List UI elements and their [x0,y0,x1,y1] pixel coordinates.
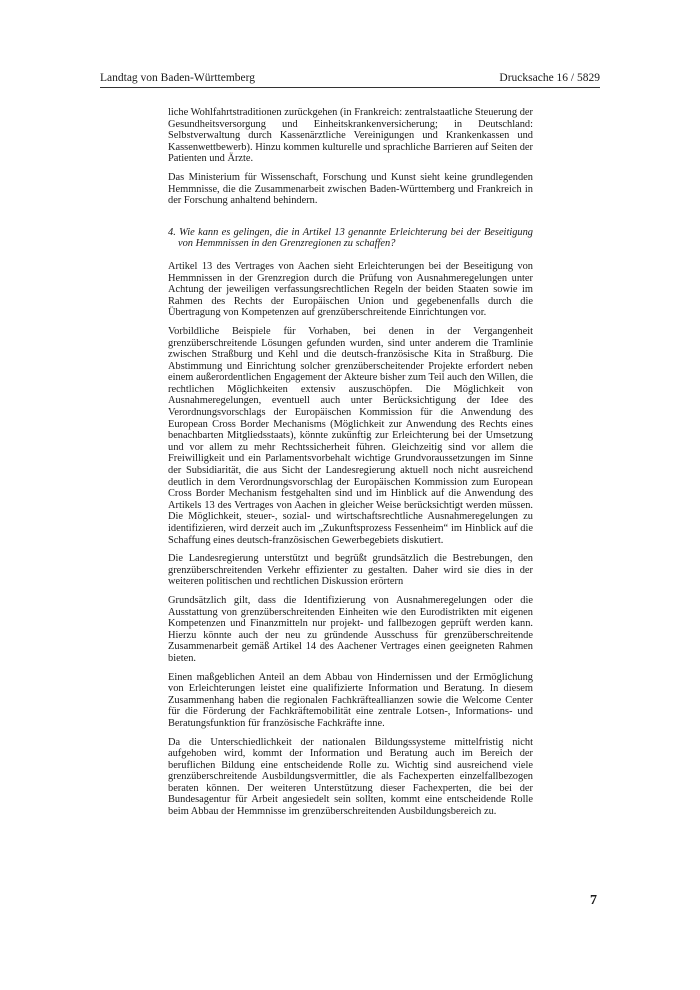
page-number: 7 [590,893,597,908]
answer-paragraph: Einen maßgeblichen Anteil an dem Abbau von Hindernissen und der Ermöglichung von Erleichterungen leistet eine qualifizierte Information und Beratung. In diesem Zusammenhang haben die regionalen Fachkräfteallianzen sowie die Welcome Center für die Förderung der Fachkräftemobilität eine zentrale Lotsen-, Informations- und Beratungsfunktion für französische Fachkräfte inne. [168,671,533,729]
document-body [168,107,533,825]
paragraph: liche Wohlfahrtstraditionen zurückgehen (in Frankreich: zentralstaatliche Steuerung der Gesundheitsversorgung und Einheitskrankenversicherung; in Deutschland: Selbstverwaltung durch Kassenärztliche Vereinigungen und Krankenkassen und Kassenwettbewerb). Hinzu kommen kulturelle und sprachliche Barrieren auf Seiten der Patienten und Ärzte. [168,107,533,165]
answer-paragraph: Die Landesregierung unterstützt und begrüßt grundsätzlich die Bestrebungen, den grenzüberschreitenden Verkehr effizienter zu gestalten. Daher wird sie dies in der weiteren politischen und rechtlichen Diskussion erörtern [168,553,533,588]
answer-paragraph: Da die Unterschiedlichkeit der nationalen Bildungssysteme mittelfristig nicht aufgehoben wird, kommt der Information und Beratung auch im Bereich der beruflichen Bildung eine entscheidende Rolle zu. Wichtig sind ausreichend viele grenzüberschreitende Ausbildungsvermittler, die als Fachexperten einzelfallbezogen beraten können. Der weiteren Unterstützung dieser Fachexperten, die bei der Bundesagentur für Arbeit angesiedelt sein sollten, kommt eine entscheidende Rolle beim Abbau der Hemmnisse im grenzüberschreitenden Ausbildungsbereich zu. [168,736,533,818]
header-parliament: Landtag von Baden-Württemberg [100,72,255,84]
answer-paragraph: Vorbildliche Beispiele für Vorhaben, bei denen in der Vergangenheit grenzüberschreitende Lösungen gefunden wurden, sind unter anderem die Tramlinie zwischen Straßburg und Kehl und die deutsch-französische Kita in Straßburg. Die Abstimmung und Einrichtung solcher grenzüberscheitender Projekte erfordert neben einem außerordentlichen Engagement der Akteure bisher zum Teil auch den Willen, die rechtlichen Möglichkeiten extensiv auszuschöpfen. Die Möglichkeit von Ausnahmeregelungen, eventuell auch unter Berücksichtigung der Idee des Verordnungsvorschlags der Europäischen Kommission für die Anwendung des European Cross Border Mechanisms (Möglichkeit zur Anwendung des Rechts eines benachbarten Mitgliedsstaats), könnte zukünftig zur Erleichterung bei der Umsetzung und vor allem zu mehr Rechtssicherheit führen. Gleichzeitig sind vor allem die Freiwilligkeit und ein Parlamentsvorbehalt wichtige Grundvoraussetzungen im Sinne der Subsidiarität, die aus Sicht der Landesregierung aktuell noch nicht ausreichend deutlich in dem Verordnungsvorschlag der Europäischen Kommission zum European Cross Border Mechanism festgehalten sind und im Hinblick auf die Anwendung des Artikels 13 des Vertrages von Aachen in gleicher Weise berücksichtigt werden müssen. Die Möglichkeit, steuer-, sozial- und wirtschaftsrechtliche Ausnahmeregelungen zu identifizieren, wird derzeit auch im „Zukunftsprozess Fessenheim“ im Hinblick auf die Schaffung eines deutsch-französischen Gewerbegebiets diskutiert. [168,325,533,546]
paragraph: Das Ministerium für Wissenschaft, Forschung und Kunst sieht keine grundlegenden Hemmnisse, die die Zusammenarbeit zwischen Baden-Württemberg und Frankreich in der Forschung anhaltend behindern. [168,171,533,207]
answer-paragraph: Grundsätzlich gilt, dass die Identifizierung von Ausnahmeregelungen oder die Ausstattung von grenzüberschreitenden Einheiten wie den Eurodistrikten mit eigenen Kompetenzen und Finanzmitteln nur projekt- und fallbezogen geprüft werden kann. Hierzu könnte auch der neu zu gründende Ausschuss für grenzüberschreitende Zusammenarbeit gemäß Artikel 14 des Aachener Vertrages einen geeigneten Rahmen bieten. [168,594,533,664]
page-header [100,72,600,88]
header-document-number: Drucksache 16 / 5829 [499,72,600,84]
answer-paragraph: Artikel 13 des Vertrages von Aachen sieht Erleichterungen bei der Beseitigung von Hemmnissen in der Grenzregion durch die Prüfung von Ausnahmeregelungen unter Achtung der jeweiligen verfassungsrechtlichen Regeln der beiden Staaten sowie im Rahmen des Rechts der Europäischen Union und gegebenenfalls durch die Übertragung von Kompetenzen auf grenzüberschreitende Einrichtungen vor. [168,260,533,319]
question-heading: 4. Wie kann es gelingen, die in Artikel 13 genannte Erleichterung bei der Beseitigung von Hemmnissen in den Grenzregionen zu schaffen? [168,226,533,250]
